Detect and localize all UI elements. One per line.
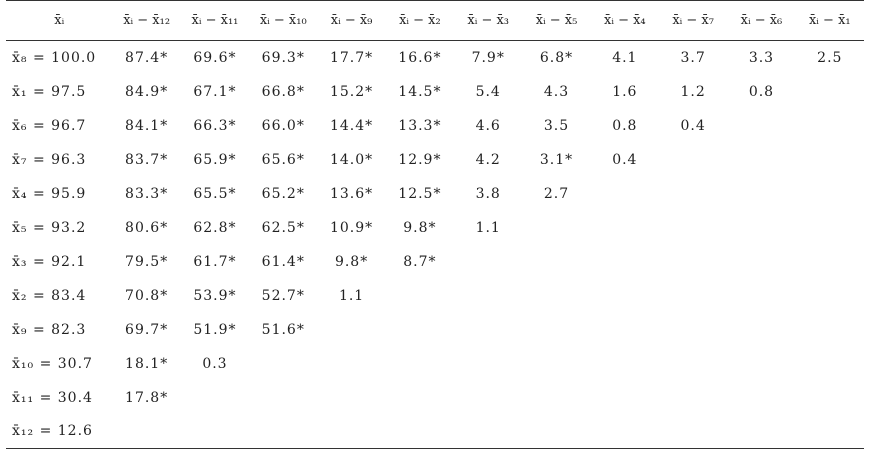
header-difference-3: x̄ᵢ − x̄₁₀ xyxy=(249,1,317,41)
difference-cell: 9.8* xyxy=(334,253,369,270)
difference-cell: 84.9* xyxy=(125,83,169,100)
table-header-row xyxy=(6,1,864,41)
difference-cell xyxy=(796,279,864,313)
difference-cell: 53.9* xyxy=(193,287,237,304)
difference-cell: 8.7* xyxy=(403,253,437,270)
difference-cell xyxy=(522,279,590,313)
difference-cell: 1.1 xyxy=(338,287,365,304)
difference-cell xyxy=(796,75,864,109)
difference-cell: 62.8* xyxy=(193,219,237,236)
difference-cell xyxy=(796,381,864,415)
difference-cell: 0.8 xyxy=(748,83,775,100)
difference-cell: 79.5* xyxy=(125,253,169,270)
difference-cell: 69.6* xyxy=(193,49,237,66)
row-mean-label: x̄₃ = 92.1 xyxy=(12,253,87,270)
difference-cell xyxy=(522,245,590,279)
difference-cell xyxy=(796,211,864,245)
difference-cell: 83.7* xyxy=(125,151,169,168)
header-difference-2: x̄ᵢ − x̄₁₁ xyxy=(181,1,249,41)
difference-cell xyxy=(317,313,385,347)
difference-cell: 4.1 xyxy=(612,49,638,66)
difference-cell: 65.5* xyxy=(193,185,237,202)
difference-cell xyxy=(112,415,180,449)
difference-cell: 65.6* xyxy=(261,151,305,168)
difference-cell: 83.3* xyxy=(125,185,169,202)
table-row xyxy=(6,75,864,109)
difference-cell xyxy=(659,279,727,313)
difference-cell: 0.8 xyxy=(612,117,638,134)
difference-cell: 3.1* xyxy=(539,151,574,168)
difference-cell xyxy=(591,279,659,313)
difference-cell: 66.3* xyxy=(193,117,237,134)
difference-cell: 5.4 xyxy=(475,83,501,100)
difference-cell xyxy=(522,211,590,245)
difference-cell: 61.7* xyxy=(193,253,237,270)
table-row xyxy=(6,381,864,415)
difference-cell: 61.4* xyxy=(261,253,305,270)
difference-cell xyxy=(317,347,385,381)
table-row xyxy=(6,415,864,449)
header-difference-5: x̄ᵢ − x̄₂ xyxy=(386,1,454,41)
difference-cell xyxy=(727,177,795,211)
difference-cell xyxy=(386,381,454,415)
difference-cell: 80.6* xyxy=(125,219,169,236)
difference-cell xyxy=(454,245,522,279)
difference-cell: 65.9* xyxy=(193,151,237,168)
difference-cell xyxy=(659,245,727,279)
difference-cell: 4.6 xyxy=(475,117,501,134)
header-difference-6: x̄ᵢ − x̄₃ xyxy=(454,1,522,41)
row-mean-label: x̄₁ = 97.5 xyxy=(12,83,87,100)
difference-cell xyxy=(386,313,454,347)
difference-cell: 70.8* xyxy=(125,287,169,304)
difference-cell: 3.5 xyxy=(543,117,570,134)
difference-cell: 18.1* xyxy=(125,355,169,372)
difference-cell: 0.4 xyxy=(612,151,638,168)
row-mean-label: x̄₆ = 96.7 xyxy=(12,117,87,134)
difference-cell: 51.6* xyxy=(261,321,305,338)
difference-cell: 51.9* xyxy=(193,321,237,338)
difference-cell: 4.2 xyxy=(475,151,501,168)
difference-cell: 0.4 xyxy=(680,117,706,134)
difference-cell xyxy=(591,313,659,347)
difference-cell: 65.2* xyxy=(261,185,305,202)
difference-cell xyxy=(727,313,795,347)
difference-cell: 9.8* xyxy=(403,219,437,236)
difference-cell xyxy=(249,347,317,381)
difference-cell: 12.9* xyxy=(398,151,442,168)
difference-cell: 2.5 xyxy=(817,49,843,66)
difference-cell xyxy=(727,245,795,279)
difference-cell xyxy=(386,347,454,381)
difference-cell xyxy=(727,143,795,177)
row-mean-label: x̄₁₂ = 12.6 xyxy=(6,415,112,449)
difference-cell xyxy=(454,415,522,449)
table-row xyxy=(6,143,864,177)
difference-cell xyxy=(591,415,659,449)
row-mean-label: x̄₇ = 96.3 xyxy=(12,151,87,168)
difference-cell xyxy=(796,245,864,279)
table-body xyxy=(6,41,864,449)
difference-cell: 17.8* xyxy=(125,389,169,406)
difference-cell xyxy=(522,381,590,415)
header-difference-1: x̄ᵢ − x̄₁₂ xyxy=(112,1,180,41)
difference-cell xyxy=(454,279,522,313)
difference-cell xyxy=(727,109,795,143)
difference-cell: 4.3 xyxy=(543,83,570,100)
header-difference-10: x̄ᵢ − x̄₆ xyxy=(727,1,795,41)
difference-cell xyxy=(659,177,727,211)
header-difference-4: x̄ᵢ − x̄₉ xyxy=(317,1,385,41)
difference-cell: 66.8* xyxy=(261,83,305,100)
table-row xyxy=(6,41,864,75)
difference-cell: 14.4* xyxy=(329,117,374,134)
difference-cell xyxy=(659,211,727,245)
difference-cell xyxy=(591,381,659,415)
difference-cell: 69.3* xyxy=(261,49,305,66)
difference-cell: 1.1 xyxy=(475,219,501,236)
difference-cell: 10.9* xyxy=(329,219,374,236)
header-difference-7: x̄ᵢ − x̄₅ xyxy=(522,1,590,41)
difference-cell xyxy=(249,381,317,415)
difference-cell xyxy=(659,313,727,347)
difference-cell: 52.7* xyxy=(261,287,305,304)
difference-cell xyxy=(659,143,727,177)
difference-cell: 1.6 xyxy=(612,83,638,100)
difference-cell xyxy=(591,245,659,279)
difference-cell xyxy=(181,381,249,415)
difference-cell xyxy=(727,347,795,381)
difference-cell: 84.1* xyxy=(125,117,169,134)
difference-cell xyxy=(386,279,454,313)
difference-cell xyxy=(659,347,727,381)
difference-cell xyxy=(522,347,590,381)
difference-cell xyxy=(454,381,522,415)
difference-cell: 15.2* xyxy=(329,83,374,100)
difference-cell xyxy=(659,381,727,415)
difference-cell xyxy=(796,347,864,381)
difference-cell: 13.6* xyxy=(329,185,374,202)
difference-cell: 87.4* xyxy=(125,49,169,66)
row-mean-label: x̄₁₁ = 30.4 xyxy=(12,389,93,406)
difference-cell: 12.5* xyxy=(398,185,442,202)
header-difference-8: x̄ᵢ − x̄₄ xyxy=(591,1,659,41)
pairwise-difference-table xyxy=(6,0,864,449)
difference-cell xyxy=(727,211,795,245)
difference-cell xyxy=(454,313,522,347)
difference-cell: 66.0* xyxy=(261,117,305,134)
difference-cell: 13.3* xyxy=(398,117,442,134)
row-mean-label: x̄₁₀ = 30.7 xyxy=(12,355,93,372)
difference-cell xyxy=(317,381,385,415)
difference-cell xyxy=(727,415,795,449)
difference-cell: 1.2 xyxy=(680,83,706,100)
difference-cell: 3.3 xyxy=(748,49,775,66)
difference-cell: 0.3 xyxy=(202,355,228,372)
table-row xyxy=(6,177,864,211)
difference-cell: 16.6* xyxy=(398,49,442,66)
table-row xyxy=(6,279,864,313)
difference-cell xyxy=(454,347,522,381)
difference-cell: 62.5* xyxy=(261,219,305,236)
difference-cell xyxy=(796,313,864,347)
row-mean-label: x̄₉ = 82.3 xyxy=(12,321,87,338)
table-row xyxy=(6,347,864,381)
difference-cell: 3.7 xyxy=(680,49,706,66)
difference-cell: 14.5* xyxy=(398,83,442,100)
difference-cell xyxy=(249,415,317,449)
header-mean: x̄ᵢ xyxy=(6,1,112,41)
difference-cell: 14.0* xyxy=(329,151,374,168)
header-difference-9: x̄ᵢ − x̄₇ xyxy=(659,1,727,41)
difference-cell xyxy=(522,415,590,449)
difference-cell xyxy=(796,177,864,211)
difference-cell: 2.7 xyxy=(543,185,570,202)
difference-cell xyxy=(386,415,454,449)
difference-cell xyxy=(591,211,659,245)
difference-cell xyxy=(181,415,249,449)
difference-cell xyxy=(591,177,659,211)
difference-cell: 6.8* xyxy=(539,49,574,66)
difference-cell xyxy=(796,143,864,177)
table-row xyxy=(6,211,864,245)
table-row xyxy=(6,109,864,143)
difference-cell: 7.9* xyxy=(471,49,505,66)
row-mean-label: x̄₅ = 93.2 xyxy=(12,219,87,236)
difference-cell: 67.1* xyxy=(193,83,237,100)
difference-cell xyxy=(522,313,590,347)
row-mean-label: x̄₈ = 100.0 xyxy=(12,49,97,66)
header-difference-11: x̄ᵢ − x̄₁ xyxy=(796,1,864,41)
difference-cell xyxy=(727,381,795,415)
row-mean-label: x̄₄ = 95.9 xyxy=(12,185,87,202)
difference-cell xyxy=(727,279,795,313)
difference-cell: 3.8 xyxy=(475,185,501,202)
difference-cell xyxy=(591,347,659,381)
table-row xyxy=(6,245,864,279)
difference-cell xyxy=(796,415,864,449)
difference-cell xyxy=(659,415,727,449)
comparison-table-container xyxy=(6,0,864,449)
table-row xyxy=(6,313,864,347)
difference-cell xyxy=(317,415,385,449)
difference-cell xyxy=(796,109,864,143)
difference-cell: 69.7* xyxy=(125,321,169,338)
row-mean-label: x̄₂ = 83.4 xyxy=(12,287,87,304)
difference-cell: 17.7* xyxy=(329,49,374,66)
